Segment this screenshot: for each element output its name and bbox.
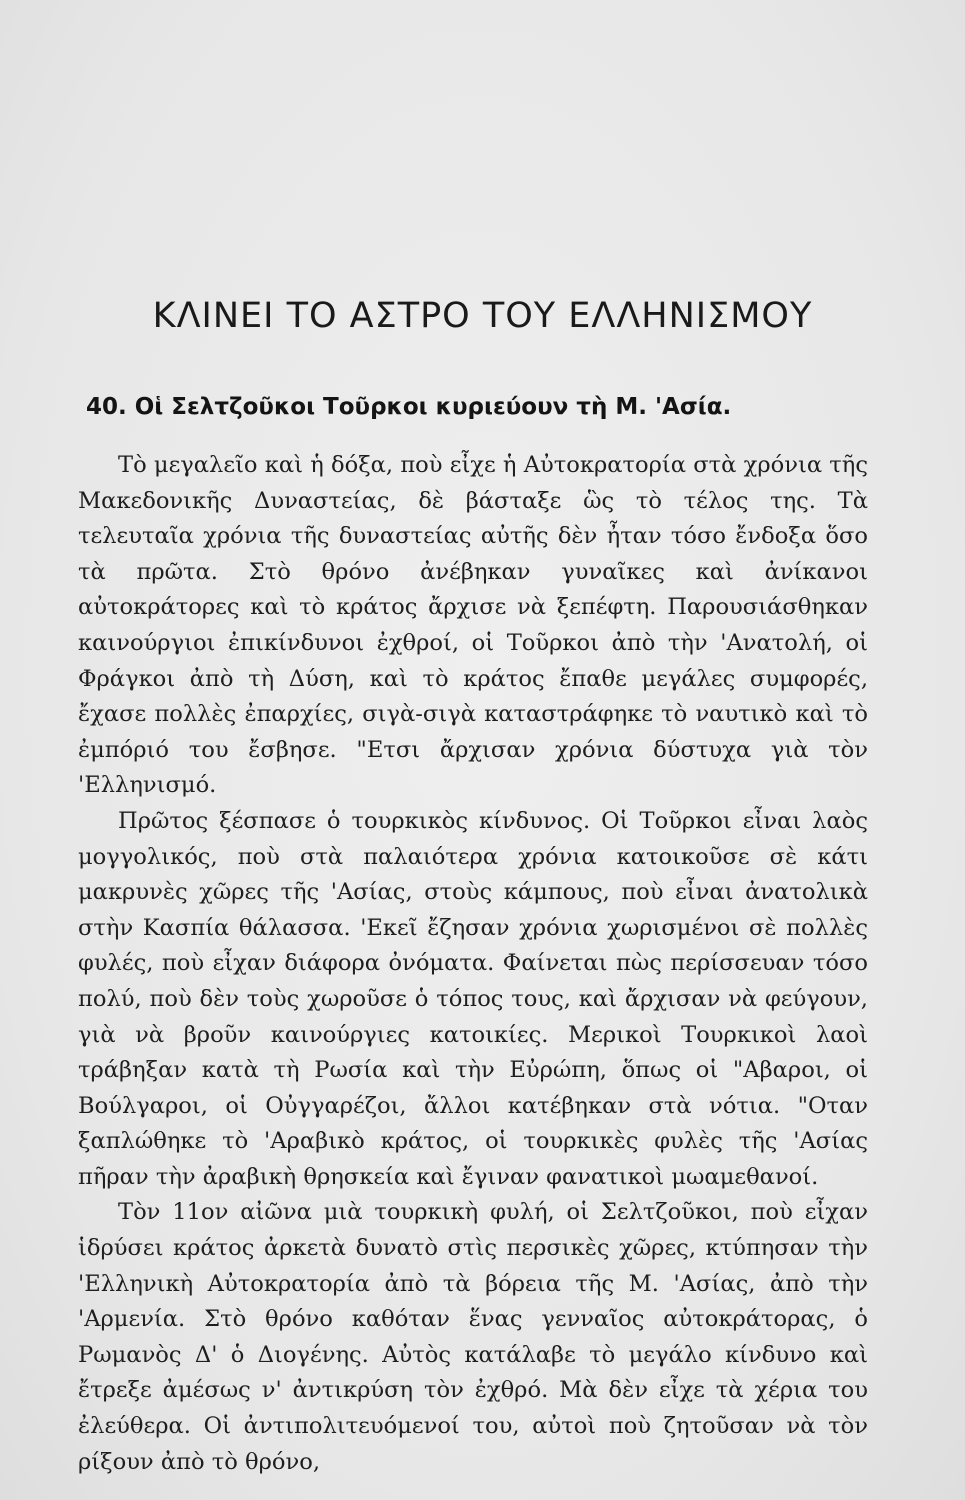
section-heading: 40. Οἱ Σελτζοῦκοι Τοῦρκοι κυριεύουν τὴ Μ. 'Ασία. bbox=[86, 394, 732, 420]
body-text bbox=[78, 448, 868, 1480]
paragraph: Τὸν 11ον αἰῶνα μιὰ τουρκικὴ φυλή, οἱ Σελτζοῦκοι, ποὺ εἶχαν ἱδρύσει κράτος ἀρκετὰ δυνατὸ στὶς περσικὲς χῶρες, κτύπησαν τὴν 'Ελληνικὴ Αὐτοκρατορία ἀπὸ τὰ βόρεια τῆς Μ. 'Ασίας, ἀπὸ τὴν 'Αρμενία. Στὸ θρόνο καθόταν ἕνας γενναῖος αὐτοκράτορας, ὁ Ρωμανὸς Δ' ὁ Διογένης. Αὐτὸς κατάλαβε τὸ μεγάλο κίνδυνο καὶ ἔτρεξε ἀμέσως ν' ἀντικρύση τὸν ἐχθρό. Μὰ δὲν εἶχε τὰ χέρια του ἐλεύθερα. Οἱ ἀντιπολιτευόμενοί του, αὐτοὶ ποὺ ζητοῦσαν νὰ τὸν ρίξουν ἀπὸ τὸ θρόνο, bbox=[78, 1199, 868, 1475]
paragraph: Πρῶτος ξέσπασε ὁ τουρκικὸς κίνδυνος. Οἱ Τοῦρκοι εἶναι λαὸς μογγολικός, ποὺ στὰ παλαιότερα χρόνια κατοικοῦσε σὲ κάτι μακρυνὲς χῶρες τῆς 'Ασίας, στοὺς κάμπους, ποὺ εἶναι ἀνατολικὰ στὴν Κασπία θάλασσα. 'Εκεῖ ἔζησαν χρόνια χωρισμένοι σὲ πολλὲς φυλές, ποὺ εἶχαν διάφορα ὀνόματα. Φαίνεται πὼς περίσσευαν τόσο πολύ, ποὺ δὲν τοὺς χωροῦσε ὁ τόπος τους, καὶ ἄρχισαν νὰ φεύγουν, γιὰ νὰ βροῦν καινούργιες κατοικίες. Μερικοὶ Τουρκικοὶ λαοὶ τράβηξαν κατὰ τὴ Ρωσία καὶ τὴν Εὐρώπη, ὅπως οἱ "Αβαροι, οἱ Βούλγαροι, οἱ Οὐγγαρέζοι, ἄλλοι κατέβηκαν στὰ νότια. "Οταν ξαπλώθηκε τὸ 'Αραβικὸ κράτος, οἱ τουρκικὲς φυλὲς τῆς 'Ασίας πῆραν τὴν ἀραβικὴ θρησκεία καὶ ἔγιναν φανατικοὶ μωαμεθανοί. bbox=[78, 807, 868, 1190]
paragraph: Τὸ μεγαλεῖο καὶ ἡ δόξα, ποὺ εἶχε ἡ Αὐτοκρατορία στὰ χρόνια τῆς Μακεδονικῆς Δυναστείας, δὲ βάσταξε ὣς τὸ τέλος της. Τὰ τελευταῖα χρόνια τῆς δυναστείας αὐτῆς δὲν ἦταν τόσο ἔνδοξα ὅσο τὰ πρῶτα. Στὸ θρόνο ἀνέβηκαν γυναῖκες καὶ ἀνίκανοι αὐτοκράτορες καὶ τὸ κράτος ἄρχισε νὰ ξεπέφτη. Παρουσιάσθηκαν καινούργιοι ἐπικίνδυνοι ἐχθροί, οἱ Τοῦρκοι ἀπὸ τὴν 'Ανατολή, οἱ Φράγκοι ἀπὸ τὴ Δύση, καὶ τὸ κράτος ἔπαθε μεγάλες συμφορές, ἔχασε πολλὲς ἐπαρχίες, σιγὰ-σιγὰ καταστράφηκε τὸ ναυτικὸ καὶ τὸ ἐμπόριό του ἔσβησε. "Ετσι ἄρχισαν χρόνια δύστυχα γιὰ τὸν 'Ελληνισμό. bbox=[78, 452, 868, 799]
chapter-title: ΚΛΙΝΕΙ ΤΟ ΑΣΤΡΟ ΤΟΥ ΕΛΛΗΝΙΣΜΟΥ bbox=[152, 296, 813, 336]
